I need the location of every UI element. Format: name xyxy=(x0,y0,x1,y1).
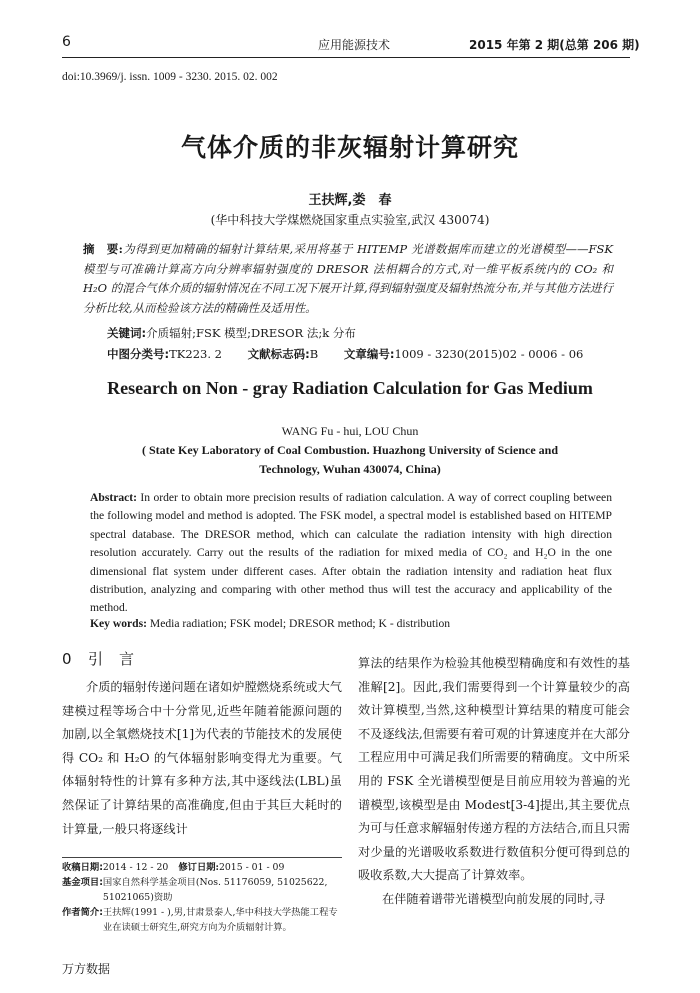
abstract-zh xyxy=(83,240,613,318)
section-number: 0 xyxy=(62,650,72,668)
watermark: 万方数据 xyxy=(62,962,111,976)
article-id-value: 1009 - 3230(2015)02 - 0006 - 06 xyxy=(394,347,584,361)
fund-label: 基金项目: xyxy=(62,877,103,888)
issue-info: 2015 年第 2 期(总第 206 期) xyxy=(469,38,640,52)
footnote-rule xyxy=(62,857,342,858)
section-heading xyxy=(62,648,150,669)
keywords-en-label: Key words: xyxy=(90,617,147,630)
doi[interactable]: doi:10.3969/j. issn. 1009 - 3230. 2015. 02. 002 xyxy=(62,71,278,83)
abstract-en-label: Abstract: xyxy=(90,491,138,504)
page-number: 6 xyxy=(62,34,71,50)
revised-label: 修订日期: xyxy=(178,862,219,873)
body-column-left xyxy=(62,676,342,841)
received-label: 收稿日期: xyxy=(62,862,103,873)
affiliation-en-line2: Technology, Wuhan 430074, China) xyxy=(259,462,441,476)
footnote-fund xyxy=(62,875,344,905)
fund-value: 国家自然科学基金项目(Nos. 51176059, 51025622, 51021065)资助 xyxy=(102,877,328,903)
author-value: 王扶辉(1991 - ),男,甘肃景泰人,华中科技大学热能工程专业在读硕士研究生,研究方向为介质辐射计算。 xyxy=(102,907,338,933)
title-zh: 气体介质的非灰辐射计算研究 xyxy=(180,133,519,162)
abstract-en xyxy=(90,489,612,618)
abstract-zh-text: 为得到更加精确的辐射计算结果,采用将基于 HITEMP 光谱数据库而建立的光谱模型——FSK 模型与可准确计算高方向分辨率辐射强度的 DRESOR 法相耦合的方式,对一维平板系统内的 CO₂ 和 H₂O 的混合气体介质的辐射情况在不同工况下展开计算,得到辐射强度及辐射热流分布,并与其他方法进行分析比较,从而检验该方法的精确性及适用性。 xyxy=(83,242,613,315)
keywords-en xyxy=(90,617,450,630)
abstract-zh-label: 摘 要: xyxy=(83,242,123,256)
keywords-en-text: Media radiation; FSK model; DRESOR method; K - distribution xyxy=(149,617,451,630)
clc-value: TK223. 2 xyxy=(169,347,222,361)
footnote-dates xyxy=(62,860,344,875)
keywords-zh xyxy=(107,325,356,341)
abstract-en-text: In order to obtain more precision results of radiation calculation. A way of correct coupling between the following model and method is adopted. The FSK model, a spectral model is established based on HITEMP spectral database. The DRESOR method, which can calculate the radiation intensity with high direction resolution accurately. Carry out the results of the radiation for mixed media of CO₂ and H₂O in the one dimensional flat system under different cases. After obtain the radiation intensity and radiation heat flux distribution, analyzing and comparing with other method thus will test the accuracy and applicability of the method. xyxy=(90,491,612,615)
body-left-paragraph: 介质的辐射传递问题在诸如炉膛燃烧系统或大气建模过程等场合中十分常见,近些年随着能源问题的加剧,以全氧燃烧技术[1]为代表的节能技术的发展使得 CO₂ 和 H₂O 的气体辐射影响变得尤为重要。气体辐射特性的计算有多种方法,其中逐线法(LBL)虽然保证了计算结果的高准确度,但由于其巨大耗时的计算量,一般只将逐线计 xyxy=(62,680,342,836)
keywords-zh-label: 关键词: xyxy=(107,326,147,340)
authors-en: WANG Fu - hui, LOU Chun xyxy=(281,424,419,438)
body-right-paragraph-2: 在伴随着谱带光谱模型向前发展的同时,寻 xyxy=(382,891,606,906)
authors-zh: 王扶辉,娄 春 xyxy=(308,193,392,208)
footnote-author xyxy=(62,905,344,935)
affiliation-en-line1: ( State Key Laboratory of Coal Combustion. Huazhong University of Science and xyxy=(142,443,558,457)
affiliation-zh: (华中科技大学煤燃烧国家重点实验室,武汉 430074) xyxy=(210,213,490,227)
doc-code-value: B xyxy=(309,347,319,361)
title-en: Research on Non - gray Radiation Calculation for Gas Medium xyxy=(107,378,593,398)
received-value: 2014 - 12 - 20 xyxy=(102,862,169,873)
body-right-paragraph-1: 算法的结果作为检验其他模型精确度和有效性的基准解[2]。因此,我们需要得到一个计算量较少的高效计算模型,当然,这种模型计算结果的精度可能会不及逐线法,但需要有着可观的计算速度并在大部分工程应用中可满足我们所需要的精确度。文中所采用的 FSK 全光谱模型便是目前应用较为普遍的光谱模型,该模型是由 Modest[3-4]提出,其主要优点为可与任意求解辐射传递方程的方法结合,而且只需对少量的光谱吸收系数进行数值积分便可得到总的吸收系数,大大提高了计算效率。 xyxy=(358,656,630,883)
article-id-label: 文章编号: xyxy=(343,347,395,361)
section-title: 引言 xyxy=(88,650,151,668)
footnotes xyxy=(62,860,344,935)
author-label: 作者简介: xyxy=(62,907,103,918)
header-rule xyxy=(62,57,630,58)
clc-label: 中图分类号: xyxy=(107,347,170,361)
body-column-right xyxy=(358,652,630,912)
revised-value: 2015 - 01 - 09 xyxy=(218,862,285,873)
affiliation-en xyxy=(100,441,600,479)
journal-name: 应用能源技术 xyxy=(318,38,391,52)
keywords-zh-text: 介质辐射;FSK 模型;DRESOR 法;k 分布 xyxy=(146,326,356,340)
doc-code-label: 文献标志码: xyxy=(247,347,310,361)
